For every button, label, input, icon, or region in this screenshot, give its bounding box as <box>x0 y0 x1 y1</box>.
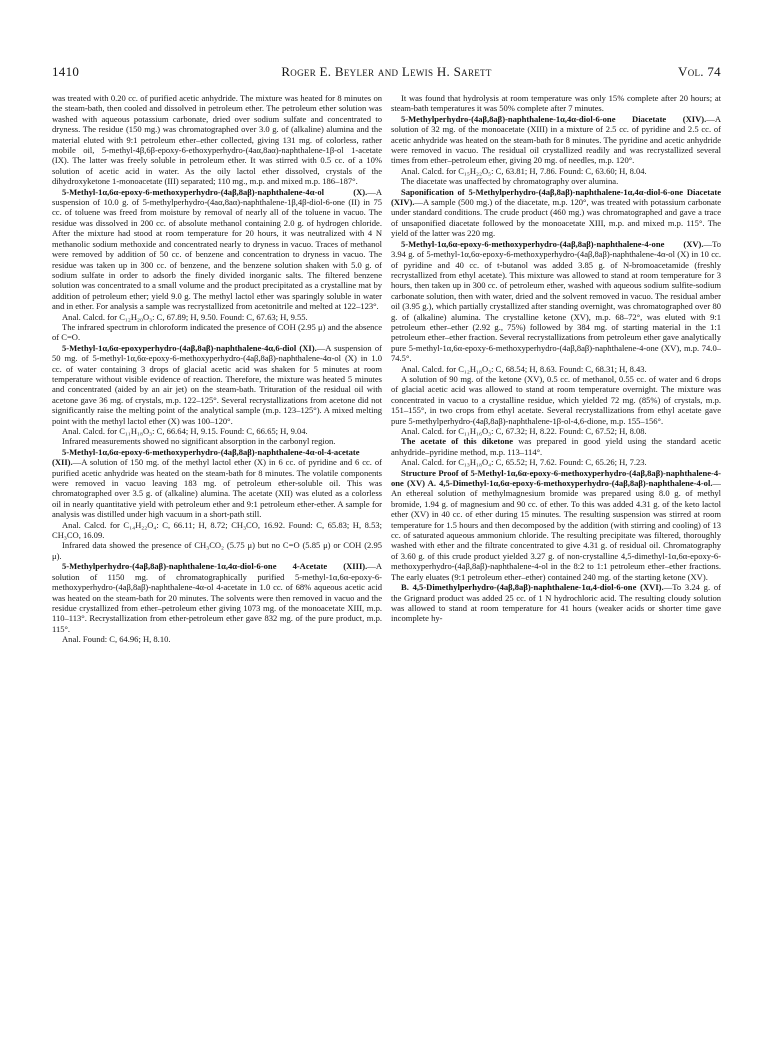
section-heading: 5-Methyl-1α,6α-epoxy-6-methoxyperhydro-(4aβ,8aβ)-naphthalene-4α-ol (X). <box>62 186 368 197</box>
body-paragraph <box>391 93 721 114</box>
body-paragraph <box>52 436 382 446</box>
paragraph-text: The diacetate was unaffected by chromatography over alumina. <box>401 176 619 187</box>
body-paragraph <box>52 312 382 322</box>
section-heading: 5-Methyl-1α,6α-epoxy-6-methoxyperhydro-(4aβ,8aβ)-naphthalene-4α-ol-4-acetate (XII). <box>52 446 360 468</box>
body-paragraph <box>52 540 382 561</box>
section-paragraph <box>52 343 382 426</box>
body-paragraph <box>391 166 721 176</box>
section-paragraph <box>52 561 382 634</box>
section-heading: 5-Methyl-1α,6α-epoxy-6-methoxyperhydro-(4aβ,8aβ)-naphthalene-4-one (XV). <box>401 238 704 249</box>
paragraph-text: —To 3.24 g. of the Grignard product was added 25 cc. of 1 N hydrochloric acid. The resulting cloudy solution was allowed to stand at room temperature for 41 hours (weaker acids or shorter time gave incomplete hy- <box>391 582 721 624</box>
body-paragraph <box>391 364 721 374</box>
body-paragraph <box>391 374 721 426</box>
section-heading: Structure Proof of 5-Methyl-1α,6α-epoxy-6-methoxyperhydro-(4aβ,8aβ)-naphthalene-4-one (XV) A. 4,5-Dimethyl-1α,6α-epoxy-6-methoxyperhydro-(4aβ,8aβ)-naphthalene-4-ol. <box>391 467 721 489</box>
paragraph-text: Anal. Calcd. for C₁₂H₁₈O₃: C, 68.54; H, 8.63. Found: C, 68.31; H, 8.43. <box>401 363 647 374</box>
section-heading: B. 4,5-Dimethylperhydro-(4aβ,8aβ)-naphthalene-1α,4-diol-6-one (XVI). <box>401 582 664 593</box>
left-text-column <box>52 93 382 1018</box>
paragraph-text: It was found that hydrolysis at room temperature was only 15% complete after 20 hours; at steam-bath temperatures it was 50% complete after 7 minutes. <box>391 93 721 114</box>
paragraph-text: A solution of 90 mg. of the ketone (XV), 0.5 cc. of methanol, 0.55 cc. of water and 6 drops of glacial acetic acid was allowed to stand at room temperature overnight. The mixture was concentrated in vacuo to a crystalline residue, which yielded 72 mg. (85%) of crystals, m.p. 151–155°, in two crops from ethyl acetate. Several recrystallizations from ethyl acetate gave pure 5-methylperhydro-(4aβ,8aβ)-naphthalene-1β-ol-4,6-dione, m.p. 155–156°. <box>391 373 721 426</box>
paragraph-text: Anal. Calcd. for C₁₅H₂₂O₅: C, 63.81; H, 7.86. Found: C, 63.60; H, 8.04. <box>401 165 647 176</box>
section-heading: 5-Methylperhydro-(4aβ,8aβ)-naphthalene-1α,4α-diol-6-one 4-Acetate (XIII). <box>62 561 368 572</box>
paragraph-text: —A suspension of 10.0 g. of 5-methylperhydro-(4aα,8aα)-naphthalene-1β,4β-diol-6-one (II) in 75 cc. of toluene was freed from moisture by removal of nearly all of the toluene in vacuo. The residue was dissolved in 200 cc. of absolute methanol containing 2.0 g. of hydrogen chloride. After the mixture had stood at room temperature for 20 hours, it was neutralized with 4 N methanolic sodium methoxide and concentrated nearly to dryness in vacuo. Traces of methanol were removed by addition of 50 cc. of benzene and concentration to dryness in vacuo. The residue was taken up in 300 cc. of benzene, and the benzene solution shaken with 5.0 g. of sodium sulfate in order to adsorb the finely divided inorganic salts. The filtered benzene solution was concentrated to a small volume and the product precipitated as a crystalline mat by addition of petroleum ether; yield 9.0 g. The methyl lactol ether was sparingly soluble in water and in ether. For analysis a sample was recrystallized from acetonitrile and melted at 122–123°. <box>52 186 382 312</box>
paragraph-text: Anal. Calcd. for C₁₄H₂₂O₄: C, 66.11; H, 8.72; CH₃CO, 16.92. Found: C, 65.83; H, 8.53; CH₃CO, 16.09. <box>52 519 382 541</box>
paragraph-text: —To 3.94 g. of 5-methyl-1α,6α-epoxy-6-methoxyperhydro-(4aβ,8aβ)-naphthalene-4α-ol (X) in 10 cc. of pyridine and 40 cc. of t-butanol was added 3.85 g. of N-bromoacetamide (freshly recrystallized from ethyl acetate). This mixture was allowed to stand at room temperature for 3 hours, then taken up in 300 cc. of petroleum ether, washed with aqueous sodium sulfite-sodium carbonate solution, then with water, dried and the solvent removed in vacuo. The residual amber oil (3.95 g.), which partially crystallized after standing overnight, was chromatographed over 80 g. of (alkaline) alumina. The crystalline ketone (XV), m.p. 68–72°, was eluted with 9:1 petroleum ether–ether (2.92 g., 75%) followed by 384 mg. of starting material in the 1:1 petroleum ether–ether fraction. Several recrystallizations from petroleum ether gave analytically pure 5-methyl-1α,6α-epoxy-6-methoxyperhydro-(4aβ,8aβ)-naphthalene-4-one (XV), m.p. 74.0–74.5°. <box>391 238 721 364</box>
paragraph-text: —A solution of 1150 mg. of chromatographically purified 5-methyl-1α,6α-epoxy-6-methoxyperhydro-(4aβ,8aβ)-naphthalene-4α-ol 4-acetate in 1.0 cc. of 68% aqueous acetic acid was heated on the steam-bath for 20 minutes. The solvents were then removed in vacuo and the residue crystallized from ether–petroleum ether giving 1073 mg. of the monoacetate XIII, m.p. 110–113°. Recrystallization from ether-petroleum ether gave 832 mg. of the pure product, m.p. 115°. <box>52 561 382 634</box>
section-paragraph <box>391 114 721 166</box>
body-paragraph <box>391 457 721 467</box>
paragraph-text: Anal. Calcd. for C₁₁H₁₆O₃: C, 67.32; H, 8.22. Found: C, 67.52; H, 8.08. <box>401 426 647 436</box>
paragraph-text: —An ethereal solution of methylmagnesium bromide was prepared using 8.0 g. of methyl bromide, 1.94 g. of magnesium and 90 cc. of ether. To this was added 4.31 g. of the keto lactol ether (XV) in 40 cc. of ether during 15 minutes. The resulting suspension was stirred at room temperature for 1.5 hours and then decomposed by the addition (with stirring and cooling) of 13 cc. of saturated aqueous ammonium chloride. The resulting precipitate was filtered, thoroughly washed with ether and the filtrate concentrated to give 4.31 g. of residual oil. Chromatography of 3.60 g. of this crude product yielded 3.27 g. of non-crystalline 4,5-dimethyl-1α,6α-epoxy-6-methoxyperhydro-(4aβ,8aβ)-naphthalene-4-ol in the 8:2 to 1:1 petroleum ether–ether fractions. The early eluates (9:1 petroleum ether–ether) contained 240 mg. of the starting ketone (XV). <box>391 478 721 582</box>
paragraph-text: Anal. Found: C, 64.96; H, 8.10. <box>62 634 171 645</box>
section-paragraph <box>391 187 721 239</box>
body-paragraph <box>52 426 382 436</box>
section-paragraph <box>391 582 721 624</box>
section-heading: The acetate of this diketone <box>401 436 514 447</box>
body-paragraph <box>391 426 721 436</box>
running-header <box>52 64 721 82</box>
paragraph-text: —A solution of 150 mg. of the methyl lactol ether (X) in 6 cc. of pyridine and 6 cc. of purified acetic anhydride was heated on the steam-bath for 8 minutes. The volatile components were removed in vacuo leaving 183 mg. of petroleum ether-soluble oil. This was chromatographed over 3.5 g. of (alkaline) alumina. The acetate (XII) was eluted as a colorless oil in nearly quantitative yield with petroleum ether and 9:1 petroleum ether-ether. A sample for analysis was distilled under high vacuum in a short-path still. <box>52 457 382 520</box>
section-paragraph <box>391 436 721 457</box>
body-paragraph <box>52 520 382 541</box>
section-paragraph <box>391 468 721 582</box>
paragraph-text: Anal. Calcd. for C₁₂H₂₀O₃: C, 67.89; H, 9.50. Found: C, 67.63; H, 9.55. <box>62 311 308 322</box>
body-paragraph <box>52 634 382 644</box>
running-title: Roger E. Beyler and Lewis H. Sarett <box>281 64 492 79</box>
paragraph-text: The infrared spectrum in chloroform indicated the presence of COH (2.95 μ) and the absence of C=O. <box>52 321 382 343</box>
section-heading: 5-Methylperhydro-(4aβ,8aβ)-naphthalene-1α,4α-diol-6-one Diacetate (XIV). <box>401 113 707 124</box>
body-paragraph <box>391 176 721 186</box>
section-heading: Saponification of 5-Methylperhydro-(4aβ,8aβ)-naphthalene-1α,4α-diol-6-one Diacetate (XIV). <box>391 186 721 208</box>
body-paragraph <box>52 93 382 187</box>
paragraph-text: —A solution of 32 mg. of the monoacetate (XIII) in a mixture of 2.5 cc. of pyridine and 2.5 cc. of acetic anhydride was heated on the steam-bath for 8 minutes. The pyridine and acetic anhydride were removed in vacuo. The residual oil crystallized readily and was recrystallized several times from ether–petroleum ether, giving 20 mg. of needles, m.p. 120°. <box>391 113 721 166</box>
body-paragraph <box>52 322 382 343</box>
paragraph-text: Infrared measurements showed no significant absorption in the carbonyl region. <box>62 436 336 447</box>
paragraph-text: —A suspension of 50 mg. of 5-methyl-1α,6α-epoxy-6-methoxyperhydro-(4aβ,8aβ)-naphthalene-4α-ol (X) in 1.0 cc. of water containing 3 drops of glacial acetic acid was shaken for 5 minutes at room temperature without visible evidence of reaction. Therefore, the mixture was heated 5 minutes and concentrated (aided by an air jet) on the steam-bath. Trituration of the residual oil with acetone gave 36 mg. of crystals, m.p. 122–125°. Several recrystallizations from acetone did not significantly raise the melting point of the analytical sample (m.p. 123–125°). A mixed melting point with the methyl lactol ether (X) was 100–120°. <box>52 342 382 426</box>
paragraph-text: was prepared in good yield using the standard acetic anhydride–pyridine method, m.p. 113–114°. <box>391 436 721 457</box>
section-heading: 5-Methyl-1α,6α-epoxyperhydro-(4aβ,8aβ)-naphthalene-4α,6-diol (XI). <box>62 342 317 353</box>
section-paragraph <box>391 239 721 364</box>
paragraph-text: Anal. Calcd. for C₁₃H₁₈O₄: C, 65.52; H, 7.62. Found: C, 65.26; H, 7.23. <box>401 457 647 468</box>
volume-label: Vol. 74 <box>678 64 721 79</box>
paragraph-text: Anal. Calcd. for C₁₁H₁₈O₃: C, 66.64; H, 9.15. Found: C, 66.65; H, 9.04. <box>62 426 308 436</box>
section-paragraph <box>52 187 382 312</box>
paragraph-text: Infrared data showed the presence of CH₃CO₂ (5.75 μ) but no C=O (5.85 μ) or COH (2.95 μ). <box>52 540 382 561</box>
paragraph-text: was treated with 0.20 cc. of purified acetic anhydride. The mixture was heated for 8 minutes on the steam-bath, then cooled and dissolved in petroleum ether. The petroleum ether solution was washed with aqueous potassium carbonate, dried over sodium sulfate and concentrated to dryness. The residue (150 mg.) was chromatographed over 3.0 g. of (alkaline) alumina and the material eluted with 9:1 petroleum ether–ether collected, giving 131 mg. of colorless, rather mobile oil, 5-methyl-4β,6β-epoxy-6-ethoxyperhydro-(4aα,8aα)-naphthalene-1β-ol 1-acetate (IX). The latter was freely soluble in petroleum ether. It was stirred with 0.5 cc. of a 10% solution of acetic acid in water. As the oily lactol ether dissolved, crystals of the dihydroxyketone 1-monoacetate (III) separated; 110 mg., m.p. and mixed m.p. 186–187°. <box>52 93 382 187</box>
right-text-column <box>391 93 721 1018</box>
page-number: 1410 <box>52 64 80 79</box>
section-paragraph <box>52 447 382 520</box>
paragraph-text: —A sample (500 mg.) of the diacetate, m.p. 120°, was treated with potassium carbonate under standard conditions. The crude product (460 mg.) was chromatographed and gave a trace of unsaponified diacetate followed by the monoacetate XIII, m.p. and mixed m.p. 115°. The yield of the latter was 220 mg. <box>391 197 721 239</box>
